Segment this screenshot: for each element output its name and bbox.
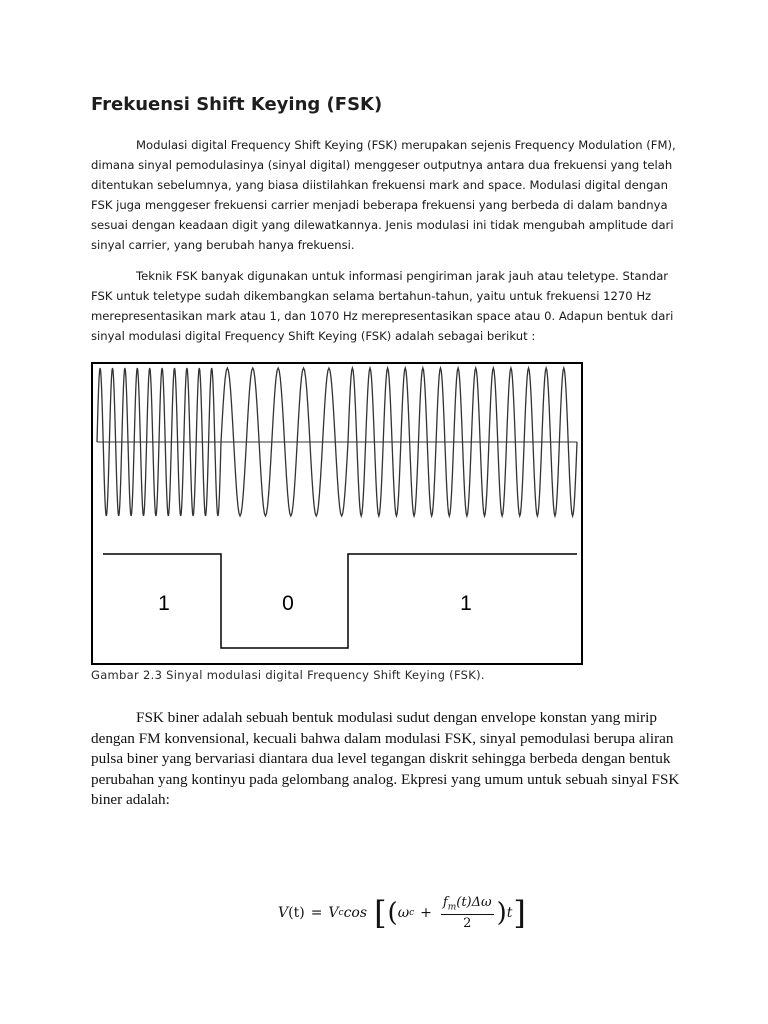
formula-close-paren: ) (496, 898, 507, 928)
fsk-waveform-figure (91, 362, 585, 666)
paragraph-binary-fsk: FSK biner adalah sebuah bentuk modulasi sudut dengan envelope konstan yang mirip dengan FM konvensional, kecuali bahwa dalam modulasi FSK, sinyal pemodulasi berupa aliran pulsa biner yang bervariasi diantara dua level tegangan diskrit sehingga berbeda dengan bentuk perubahan yang kontinyu pada gelombang analog. Ekpresi yang umum untuk sebuah sinyal FSK biner adalah: (91, 709, 680, 808)
formula-t: t (506, 905, 513, 921)
formula-denominator: 2 (463, 915, 472, 931)
formula-fm: f (442, 895, 448, 911)
formula-omega-sub: c (409, 908, 415, 918)
formula-equals: = (310, 905, 323, 921)
bit-label: 1 (158, 592, 170, 615)
formula-amplitude: V (328, 905, 339, 921)
fsk-waveform-svg (91, 362, 585, 666)
paragraph-fsk-teletype: Teknik FSK banyak digunakan untuk informasi pengiriman jarak jauh atau teletype. Standar FSK untuk teletype sudah dikembangkan selama bertahun-tahun, yaitu untuk frekuensi 1270 Hz merepresentasikan mark atau 1, dan 1070 Hz merepresentasikan space atau 0. Adapun bentuk dari sinyal modulasi digital Frequency Shift Keying (FSK) adalah sebagai berikut : (91, 269, 674, 343)
formula-close-bracket: ] (513, 894, 526, 932)
fsk-formula (278, 888, 527, 938)
formula-fraction (441, 895, 494, 931)
formula-numerator-rest: (t)Δω (456, 895, 492, 911)
bit-label: 1 (460, 592, 472, 615)
formula-amplitude-sub: c (338, 908, 344, 918)
formula-lhs: V (278, 905, 289, 921)
paragraph-fsk-definition: Modulasi digital Frequency Shift Keying (FSK) merupakan sejenis Frequency Modulation (FM), dimana sinyal pemodulasinya (sinyal digital) menggeser outputnya antara dua frekuensi yang telah ditentukan sebelumnya, yang biasa diistilahkan frekuensi mark and space. Modulasi digital dengan FSK juga menggeser frekuensi carrier menjadi beberapa frekuensi yang berbeda di dalam bandnya sesuai dengan keadaan digit yang dilewatkannya. Jenis modulasi ini tidak mengubah amplitude dari sinyal carrier, yang berubah hanya frekuensi. (91, 138, 676, 252)
formula-numerator (441, 895, 494, 915)
formula-cos: cos (343, 905, 368, 921)
formula-fm-sub: m (447, 902, 457, 913)
formula-open-bracket: [ (374, 894, 387, 932)
figure-caption: Gambar 2.3 Sinyal modulasi digital Frequency Shift Keying (FSK). (91, 668, 485, 682)
formula-plus: + (420, 905, 432, 921)
formula-omega: ω (397, 905, 410, 921)
section-title: Frekuensi Shift Keying (FSK) (91, 94, 383, 115)
formula-open-paren: ( (387, 898, 398, 928)
bit-label: 0 (282, 592, 294, 615)
formula-lhs-arg: (t) (288, 905, 305, 921)
